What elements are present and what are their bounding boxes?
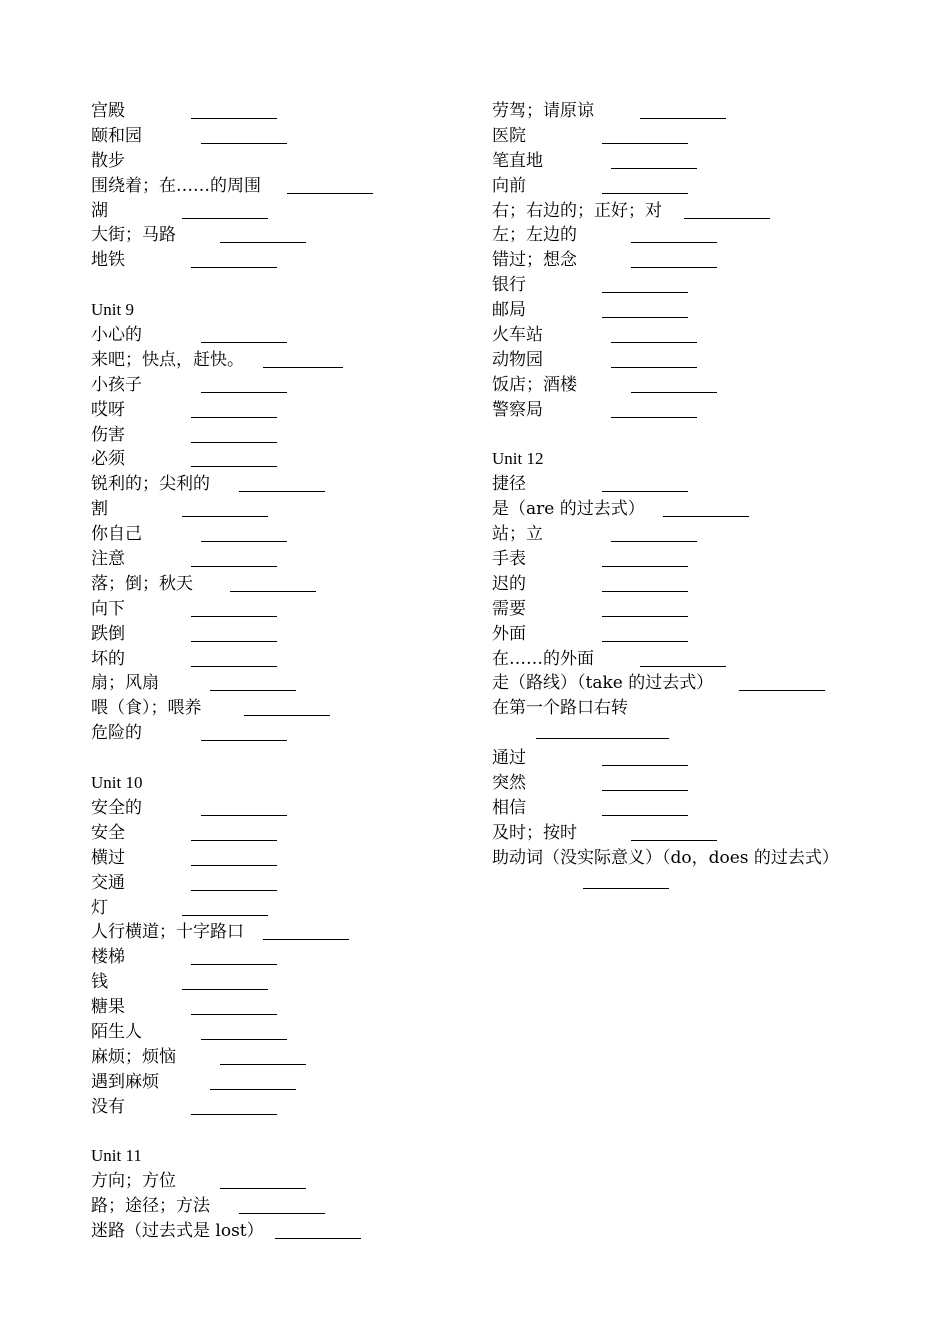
answer-blank[interactable]: [191, 865, 277, 866]
vocab-item: [492, 472, 912, 497]
vocab-item: [91, 348, 491, 373]
vocab-item: [91, 1194, 491, 1219]
right-column: [492, 99, 912, 896]
answer-blank[interactable]: [220, 1188, 306, 1189]
answer-blank[interactable]: [182, 989, 268, 990]
answer-blank[interactable]: [191, 840, 277, 841]
answer-blank[interactable]: [210, 690, 296, 691]
answer-blank[interactable]: [191, 118, 277, 119]
vocab-word: 人行横道；十字路口: [91, 922, 244, 943]
vocab-item: [492, 671, 912, 696]
vocab-word: 相信: [492, 797, 526, 818]
answer-blank[interactable]: [191, 466, 277, 467]
vocab-item: [492, 373, 912, 398]
answer-blank[interactable]: [220, 242, 306, 243]
vocab-item: [492, 547, 912, 572]
answer-blank[interactable]: [684, 218, 770, 219]
answer-blank[interactable]: [631, 242, 717, 243]
vocab-item: [492, 696, 912, 721]
vocab-item: [492, 746, 912, 771]
answer-blank[interactable]: [201, 143, 287, 144]
vocab-item: [91, 248, 491, 273]
vocab-word: 没有: [91, 1096, 125, 1117]
answer-blank[interactable]: [631, 392, 717, 393]
answer-blank[interactable]: [602, 193, 688, 194]
answer-blank[interactable]: [201, 815, 287, 816]
vocab-item: [492, 597, 912, 622]
vocab-item: [492, 149, 912, 174]
vocab-word: 小心的: [91, 325, 142, 346]
answer-blank[interactable]: [191, 1014, 277, 1015]
vocab-word: 迟的: [492, 573, 526, 594]
answer-blank[interactable]: [191, 641, 277, 642]
answer-blank[interactable]: [611, 367, 697, 368]
vocab-word: 右；右边的；正好；对: [492, 200, 662, 221]
answer-blank[interactable]: [602, 292, 688, 293]
answer-blank[interactable]: [201, 392, 287, 393]
answer-blank[interactable]: [201, 342, 287, 343]
vocab-word: 及时；按时: [492, 822, 577, 843]
vocab-item: [91, 871, 491, 896]
vocab-item: [492, 771, 912, 796]
answer-blank[interactable]: [663, 516, 749, 517]
answer-blank[interactable]: [263, 939, 349, 940]
vocab-item: [91, 721, 491, 746]
answer-blank[interactable]: [611, 342, 697, 343]
vocab-word: 陌生人: [91, 1021, 142, 1042]
vocab-item: [91, 846, 491, 871]
answer-blank[interactable]: [182, 516, 268, 517]
vocab-item: [91, 522, 491, 547]
vocab-word: 危险的: [91, 723, 142, 744]
vocab-word: 错过；想念: [492, 250, 577, 271]
vocab-word: 必须: [91, 449, 125, 470]
vocab-item: [91, 1045, 491, 1070]
vocab-word: 小孩子: [91, 374, 142, 395]
vocab-word: 围绕着；在……的周围: [91, 175, 261, 196]
answer-blank[interactable]: [210, 1089, 296, 1090]
vocab-word: 左；左边的: [492, 225, 577, 246]
vocab-word: 楼梯: [91, 947, 125, 968]
vocab-word: 迷路（过去式是 lost）: [91, 1221, 264, 1242]
vocab-item: [492, 199, 912, 224]
vocab-item: [492, 398, 912, 423]
unit-heading: Unit 12: [492, 449, 544, 469]
spacer: [492, 423, 912, 448]
vocab-item: [91, 423, 491, 448]
answer-blank[interactable]: [201, 1039, 287, 1040]
unit-heading: Unit 11: [91, 1146, 142, 1166]
vocab-item: [91, 149, 491, 174]
vocab-item: [91, 995, 491, 1020]
vocab-word: 湖: [91, 200, 108, 221]
vocab-word: 灯: [91, 897, 108, 918]
vocab-item: [91, 821, 491, 846]
vocab-word: 是（are 的过去式）: [492, 499, 645, 520]
answer-blank[interactable]: [640, 666, 726, 667]
vocab-item: [91, 1095, 491, 1120]
vocab-word: 割: [91, 499, 108, 520]
vocab-word: 手表: [492, 549, 526, 570]
answer-blank[interactable]: [602, 616, 688, 617]
vocab-item: [492, 223, 912, 248]
vocab-item: [492, 796, 912, 821]
vocab-item: [492, 124, 912, 149]
vocab-word: 麻烦；烦恼: [91, 1046, 176, 1067]
vocab-item: [91, 1020, 491, 1045]
answer-blank[interactable]: [602, 143, 688, 144]
vocab-item: [492, 248, 912, 273]
vocab-word: 助动词（没实际意义）（do，does 的过去式）: [492, 847, 839, 868]
answer-blank[interactable]: [602, 765, 688, 766]
vocab-word: 糖果: [91, 997, 125, 1018]
answer-blank[interactable]: [191, 1114, 277, 1115]
vocab-word: 伤害: [91, 424, 125, 445]
vocab-word: 横过: [91, 847, 125, 868]
answer-blank[interactable]: [191, 442, 277, 443]
vocab-item: [492, 323, 912, 348]
vocab-word: 银行: [492, 275, 526, 296]
vocab-word: 交通: [91, 872, 125, 893]
vocab-item: [91, 647, 491, 672]
vocab-word: 在第一个路口右转: [492, 698, 628, 719]
answer-blank[interactable]: [602, 566, 688, 567]
vocab-item: [91, 472, 491, 497]
vocab-item: [91, 1070, 491, 1095]
vocab-word: 突然: [492, 773, 526, 794]
answer-blank[interactable]: [583, 888, 669, 889]
vocab-word: 安全: [91, 822, 125, 843]
vocab-word: 向前: [492, 175, 526, 196]
answer-blank[interactable]: [201, 740, 287, 741]
vocab-item: [492, 273, 912, 298]
vocab-word: 在……的外面: [492, 648, 594, 669]
answer-blank[interactable]: [739, 690, 825, 691]
vocab-word: 落；倒；秋天: [91, 573, 193, 594]
vocab-word: 通过: [492, 748, 526, 769]
vocab-item: [492, 348, 912, 373]
answer-blank[interactable]: [191, 267, 277, 268]
answer-blank[interactable]: [631, 840, 717, 841]
answer-blank[interactable]: [631, 267, 717, 268]
answer-blank[interactable]: [611, 541, 697, 542]
unit-heading: Unit 9: [91, 300, 134, 320]
answer-blank[interactable]: [191, 666, 277, 667]
vocab-item: [91, 696, 491, 721]
answer-blank[interactable]: [602, 591, 688, 592]
vocab-item: [91, 622, 491, 647]
answer-blank[interactable]: [182, 915, 268, 916]
vocab-item: [492, 647, 912, 672]
vocab-item: [91, 447, 491, 472]
vocab-item-continuation: [492, 721, 912, 746]
spacer: [91, 1120, 491, 1145]
vocab-item: [91, 547, 491, 572]
answer-blank[interactable]: [230, 591, 316, 592]
vocab-word: 你自己: [91, 524, 142, 545]
vocab-item: [492, 522, 912, 547]
vocab-item: [91, 671, 491, 696]
vocab-word: 颐和园: [91, 125, 142, 146]
answer-blank[interactable]: [191, 616, 277, 617]
answer-blank[interactable]: [191, 566, 277, 567]
answer-blank[interactable]: [602, 317, 688, 318]
vocab-item: [91, 398, 491, 423]
vocab-item: [91, 199, 491, 224]
answer-blank[interactable]: [602, 815, 688, 816]
vocab-item-continuation: [492, 871, 912, 896]
vocab-item: [91, 1169, 491, 1194]
vocab-item: [492, 572, 912, 597]
vocab-item: [91, 920, 491, 945]
answer-blank[interactable]: [602, 641, 688, 642]
vocab-item: [91, 497, 491, 522]
vocab-word: 注意: [91, 549, 125, 570]
vocab-word: 坏的: [91, 648, 125, 669]
vocab-item: [91, 223, 491, 248]
vocab-word: 安全的: [91, 797, 142, 818]
vocab-word: 火车站: [492, 325, 543, 346]
vocab-word: 医院: [492, 125, 526, 146]
vocab-item: [91, 99, 491, 124]
vocab-item: [492, 298, 912, 323]
spacer: [91, 273, 491, 298]
vocab-word: 笔直地: [492, 150, 543, 171]
vocab-item: [91, 597, 491, 622]
vocab-item: [91, 572, 491, 597]
vocab-word: 地铁: [91, 250, 125, 271]
answer-blank[interactable]: [611, 168, 697, 169]
vocab-item: [91, 945, 491, 970]
answer-blank[interactable]: [275, 1238, 361, 1239]
vocab-word: 宫殿: [91, 101, 125, 121]
vocab-word: 捷径: [492, 474, 526, 495]
vocab-word: 邮局: [492, 300, 526, 321]
answer-blank[interactable]: [602, 790, 688, 791]
vocab-word: 方向；方位: [91, 1171, 176, 1192]
vocab-item: [91, 323, 491, 348]
vocab-word: 动物园: [492, 349, 543, 370]
vocab-word: 喂（食）；喂养: [91, 698, 202, 719]
answer-blank[interactable]: [536, 738, 669, 739]
vocab-word: 散步: [91, 150, 125, 171]
answer-blank[interactable]: [287, 193, 373, 194]
unit-heading: Unit 10: [91, 773, 143, 793]
vocab-word: 走（路线）（take 的过去式）: [492, 673, 714, 694]
answer-blank[interactable]: [263, 367, 343, 368]
vocab-word: 向下: [91, 598, 125, 619]
vocab-word: 劳驾；请原谅: [492, 101, 594, 121]
vocab-item: [91, 1219, 491, 1244]
vocab-item: [492, 99, 912, 124]
vocab-item: [91, 896, 491, 921]
vocab-word: 大街；马路: [91, 225, 176, 246]
vocab-item: [492, 622, 912, 647]
left-column: [91, 99, 491, 1244]
vocab-word: 站；立: [492, 524, 543, 545]
spacer: [91, 746, 491, 771]
vocab-word: 锐利的；尖利的: [91, 474, 210, 495]
vocab-word: 来吧；快点，赶快。: [91, 349, 244, 370]
answer-blank[interactable]: [239, 491, 325, 492]
vocab-word: 需要: [492, 598, 526, 619]
vocab-item: [492, 846, 912, 871]
vocab-word: 钱: [91, 972, 108, 993]
vocab-word: 扇；风扇: [91, 673, 159, 694]
vocab-item: [91, 174, 491, 199]
vocab-item: [91, 124, 491, 149]
vocab-item: [492, 821, 912, 846]
answer-blank[interactable]: [191, 964, 277, 965]
answer-blank[interactable]: [220, 1064, 306, 1065]
vocab-word: 跌倒: [91, 623, 125, 644]
vocab-word: 饭店；酒楼: [492, 374, 577, 395]
answer-blank[interactable]: [191, 417, 277, 418]
answer-blank[interactable]: [182, 218, 268, 219]
vocab-item: [91, 373, 491, 398]
vocab-word: 哎呀: [91, 399, 125, 420]
vocab-item: [492, 174, 912, 199]
answer-blank[interactable]: [244, 715, 330, 716]
vocab-item: [91, 796, 491, 821]
answer-blank[interactable]: [201, 541, 287, 542]
answer-blank[interactable]: [239, 1213, 325, 1214]
vocab-item: [91, 970, 491, 995]
answer-blank[interactable]: [611, 417, 697, 418]
answer-blank[interactable]: [191, 890, 277, 891]
answer-blank[interactable]: [640, 118, 726, 119]
vocab-word: 外面: [492, 623, 526, 644]
vocab-word: 路；途径；方法: [91, 1196, 210, 1217]
answer-blank[interactable]: [602, 491, 688, 492]
vocab-word: 遇到麻烦: [91, 1071, 159, 1092]
vocab-item: [492, 497, 912, 522]
vocab-word: 警察局: [492, 399, 543, 420]
